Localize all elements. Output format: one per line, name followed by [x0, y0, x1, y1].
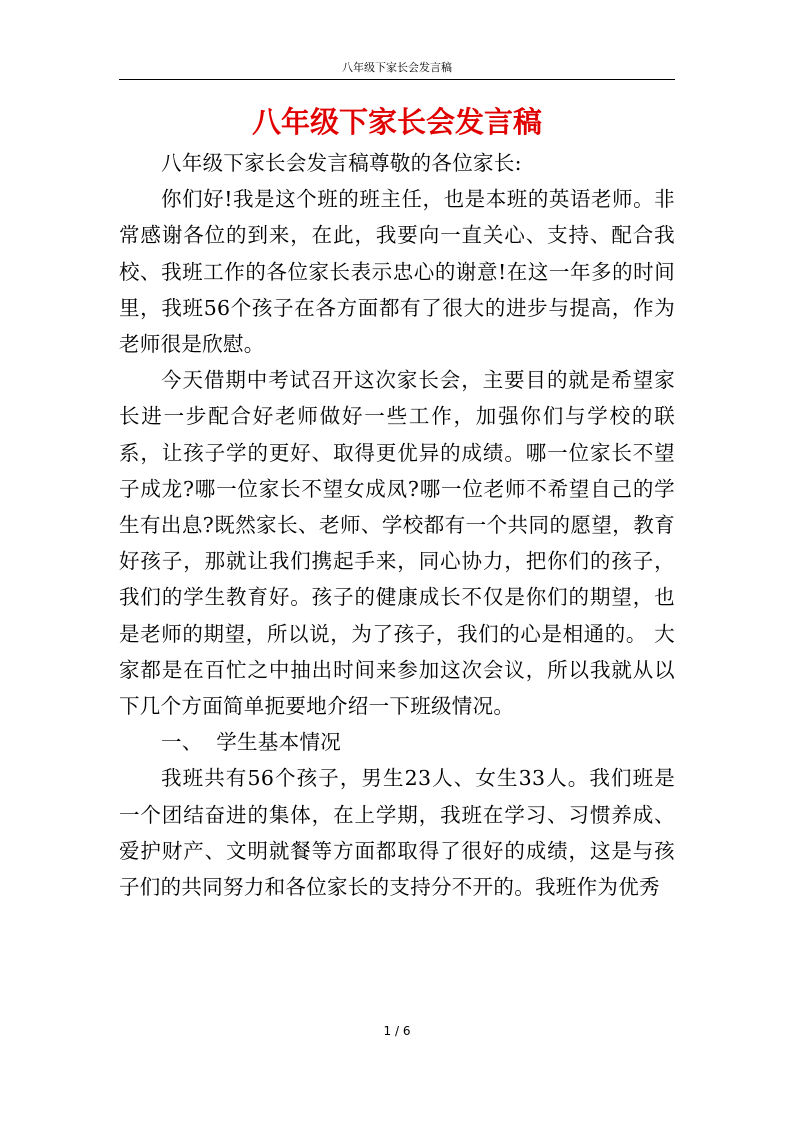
body-paragraph: 我班共有56个孩子，男生23人、女生33人。我们班是一个团结奋进的集体，在上学期，我班在学习、习惯养成、爱护财产、文明就餐等方面都取得了很好的成绩，这是与孩子们的共同努力和各位家长的支持分不开的。我班作为优秀	[119, 766, 675, 900]
document-title: 八年级下家长会发言稿	[251, 105, 542, 139]
section-heading: 一、 学生基本情况	[161, 730, 342, 755]
salutation-paragraph: 八年级下家长会发言稿尊敬的各位家长:	[161, 151, 522, 175]
body-paragraph: 今天借期中考试召开这次家长会，主要目的就是希望家长进一步配合好老师做好一些工作，加强你们与学校的联系，让孩子学的更好、取得更优异的成绩。哪一位家长不望子成龙?哪一位家长不望女成凤?哪一位老师不希望自己的学生有出息?既然家长、老师、学校都有一个共同的愿望，教育好孩子，那就让我们携起手来，同心协力，把你们的孩子，我们的学生教育好。孩子的健康成长不仅是你们的期望，也是老师的期望，所以说，为了孩子，我们的心是相通的。 大家都是在百忙之中抽出时间来参加这次会议，所以我就从以下几个方面简单扼要地介绍一下班级情况。	[119, 368, 675, 719]
page-number: 1 / 6	[383, 1024, 411, 1038]
body-paragraph: 你们好!我是这个班的班主任，也是本班的英语老师。非常感谢各位的到来，在此，我要向一直关心、支持、配合我校、我班工作的各位家长表示忠心的谢意!在这一年多的时间里，我班56个孩子在各方面都有了很大的进步与提高，作为老师很是欣慰。	[119, 187, 675, 357]
header-divider	[119, 79, 675, 80]
document-body	[119, 145, 675, 905]
running-header: 八年级下家长会发言稿	[342, 61, 452, 74]
